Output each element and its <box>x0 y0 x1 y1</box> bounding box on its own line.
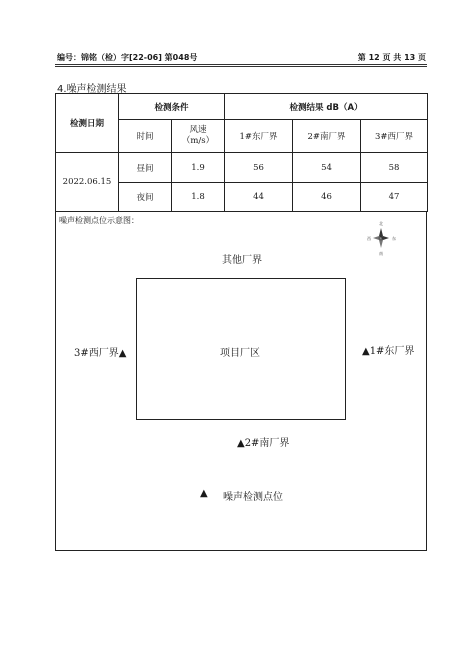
map-title: 噪声检测点位示意图： <box>59 216 139 225</box>
header-results: 检测结果 dB（A） <box>225 94 428 120</box>
section-title: 4.噪声检测结果 <box>57 84 127 95</box>
cell-date: 2022.06.15 <box>56 153 119 212</box>
subheader-point-2: 2#南厂界 <box>293 120 361 153</box>
subheader-point-3: 3#西厂界 <box>361 120 428 153</box>
header-date: 检测日期 <box>56 94 119 153</box>
point-1-east-label: ▲1#东厂界 <box>362 346 415 357</box>
header-rule <box>55 64 427 65</box>
cell-time: 夜间 <box>119 183 172 212</box>
cell-value: 46 <box>293 183 361 212</box>
compass-rose-icon <box>365 220 397 256</box>
subheader-time: 时间 <box>119 120 172 153</box>
project-area-label: 项目厂区 <box>220 348 260 359</box>
legend-label: 噪声检测点位 <box>223 492 283 503</box>
cell-value: 58 <box>361 153 428 183</box>
header-conditions: 检测条件 <box>119 94 225 120</box>
cell-wind: 1.8 <box>172 183 225 212</box>
cell-wind: 1.9 <box>172 153 225 183</box>
subheader-point-1: 1#东厂界 <box>225 120 293 153</box>
cell-value: 47 <box>361 183 428 212</box>
page-indicator: 第 12 页 共 13 页 <box>357 53 426 62</box>
cell-value: 44 <box>225 183 293 212</box>
document-number: 编号：锦铭（检）字[22-06] 第048号 <box>57 53 198 62</box>
compass-west: 西 <box>367 236 371 241</box>
legend-triangle-icon: ▲ <box>200 488 208 499</box>
header-rule-2 <box>55 66 427 67</box>
compass-east: 东 <box>392 236 396 241</box>
compass-north: 北 <box>379 221 383 226</box>
compass-south: 南 <box>379 251 383 256</box>
other-boundary-label: 其他厂界 <box>222 255 262 266</box>
cell-value: 56 <box>225 153 293 183</box>
point-3-west-label: 3#西厂界▲ <box>74 348 127 359</box>
cell-value: 54 <box>293 153 361 183</box>
subheader-wind-speed: 风速 （m/s） <box>172 120 225 153</box>
cell-time: 昼间 <box>119 153 172 183</box>
point-2-south-label: ▲2#南厂界 <box>237 438 290 449</box>
noise-results-table <box>55 93 428 212</box>
